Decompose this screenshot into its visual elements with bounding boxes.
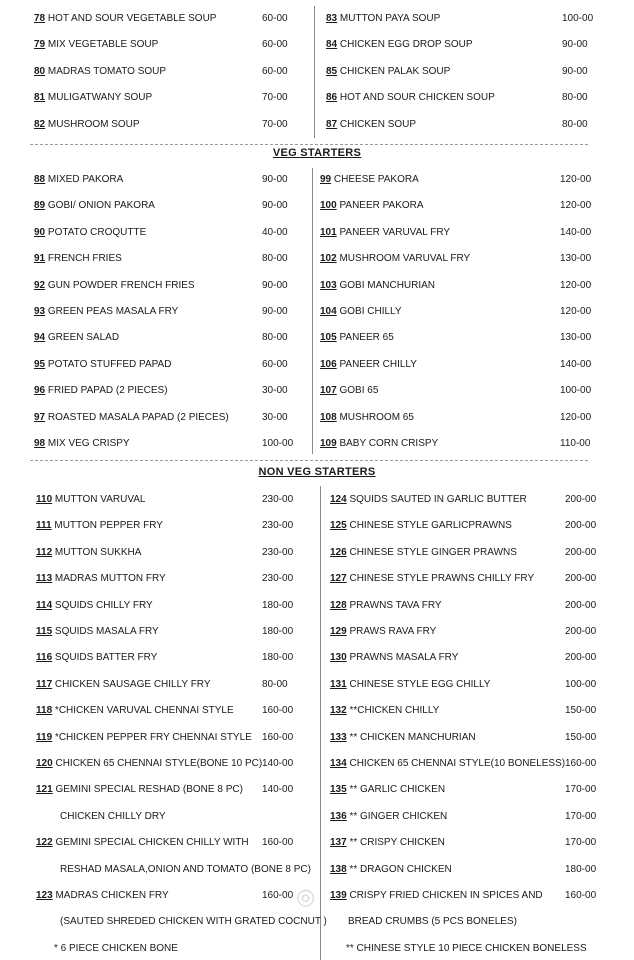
menu-item [330, 730, 476, 746]
item-number: 122 [36, 837, 53, 848]
item-number: 88 [34, 174, 46, 185]
menu-item [36, 677, 211, 693]
item-name: PANEER 65 [339, 332, 394, 343]
item-price: 70-00 [262, 92, 288, 103]
item-price: 230-00 [262, 494, 294, 505]
menu-item [330, 492, 527, 508]
menu-item [330, 862, 452, 878]
item-price: 180-00 [262, 600, 294, 611]
menu-item [330, 835, 445, 851]
item-price: 80-00 [262, 679, 288, 690]
item-price: 130-00 [560, 253, 592, 264]
item-name: BREAD CRUMBS (5 PCS BONELES) [348, 916, 517, 927]
item-number: 98 [34, 438, 46, 449]
item-number: 92 [34, 280, 46, 291]
menu-item [320, 251, 470, 267]
section-divider [30, 144, 588, 145]
item-number: 99 [320, 174, 332, 185]
item-price: 60-00 [262, 66, 288, 77]
item-name: SQUIDS BATTER FRY [54, 652, 158, 663]
item-name: CHICKEN 65 CHENNAI STYLE(BONE 10 PC) [55, 758, 263, 769]
item-name: SQUIDS CHILLY FRY [54, 600, 153, 611]
item-number: 128 [330, 600, 347, 611]
menu-item [36, 571, 166, 587]
menu-item [34, 117, 140, 133]
item-number: 102 [320, 253, 337, 264]
menu-item [330, 782, 445, 798]
item-price: 120-00 [560, 412, 592, 423]
item-name: **CHICKEN CHILLY [349, 705, 440, 716]
item-number: 137 [330, 837, 347, 848]
item-number: 94 [34, 332, 46, 343]
item-price: 160-00 [565, 890, 597, 901]
menu-item [320, 278, 435, 294]
item-price: 170-00 [565, 811, 597, 822]
item-name: GEMINI SPECIAL CHICKEN CHILLY WITH [55, 837, 249, 848]
item-price: 120-00 [560, 174, 592, 185]
item-number: 124 [330, 494, 347, 505]
menu-item [330, 888, 543, 904]
item-price: 90-00 [262, 174, 288, 185]
item-price: 140-00 [262, 758, 294, 769]
item-name: CHICKEN 65 CHENNAI STYLE(10 BONELESS) [349, 758, 566, 769]
item-number: 82 [34, 119, 46, 130]
item-name: BABY CORN CRISPY [339, 438, 439, 449]
item-price: 160-00 [262, 837, 294, 848]
item-price: 200-00 [565, 520, 597, 531]
menu-item [36, 782, 243, 798]
menu-item [60, 914, 327, 930]
item-name: HOT AND SOUR VEGETABLE SOUP [47, 13, 217, 24]
item-number: 129 [330, 626, 347, 637]
menu-item [326, 64, 450, 80]
item-price: 160-00 [565, 758, 597, 769]
item-number: 136 [330, 811, 347, 822]
item-name: ROASTED MASALA PAPAD (2 PIECES) [47, 412, 229, 423]
item-name: CHICKEN EGG DROP SOUP [339, 39, 473, 50]
item-name: CHINESE STYLE GINGER PRAWNS [349, 547, 517, 558]
item-name: ** CHICKEN MANCHURIAN [349, 732, 476, 743]
item-price: 90-00 [262, 280, 288, 291]
menu-item [36, 545, 141, 561]
menu-item [330, 545, 517, 561]
menu-item [34, 410, 229, 426]
item-number: 135 [330, 784, 347, 795]
item-price: 120-00 [560, 306, 592, 317]
item-name: CHICKEN SAUSAGE CHILLY FRY [54, 679, 211, 690]
item-name: * 6 PIECE CHICKEN BONE [54, 943, 178, 954]
item-name: MADRAS CHICKEN FRY [55, 890, 169, 901]
item-price: 200-00 [565, 547, 597, 558]
item-price: 160-00 [262, 732, 294, 743]
item-number: 93 [34, 306, 46, 317]
item-price: 120-00 [560, 280, 592, 291]
menu-item [34, 330, 119, 346]
item-name: MUSHROOM VARUVAL FRY [339, 253, 471, 264]
item-number: 114 [36, 600, 53, 611]
item-price: 90-00 [262, 200, 288, 211]
item-name: MUSHROOM SOUP [47, 119, 140, 130]
item-price: 60-00 [262, 39, 288, 50]
item-number: 116 [36, 652, 53, 663]
item-price: 90-00 [562, 39, 588, 50]
menu-item [330, 598, 442, 614]
menu-item [34, 172, 123, 188]
item-number: 123 [36, 890, 53, 901]
item-name: GUN POWDER FRENCH FRIES [47, 280, 195, 291]
item-number: 80 [34, 66, 46, 77]
item-name: *CHICKEN VARUVAL CHENNAI STYLE [54, 705, 234, 716]
menu-item [320, 383, 378, 399]
item-number: 138 [330, 864, 347, 875]
item-name: GOBI 65 [339, 385, 379, 396]
item-price: 140-00 [560, 227, 592, 238]
item-number: 131 [330, 679, 347, 690]
item-name: (SAUTED SHREDED CHICKEN WITH GRATED COCNUT ) [60, 916, 327, 927]
item-number: 103 [320, 280, 337, 291]
item-name: MADRAS MUTTON FRY [54, 573, 166, 584]
item-name: ** CHINESE STYLE 10 PIECE CHICKEN BONELESS [346, 943, 587, 954]
item-number: 100 [320, 200, 337, 211]
item-name: CHICKEN SOUP [339, 119, 417, 130]
item-price: 60-00 [262, 13, 288, 24]
menu-item [60, 862, 311, 878]
item-name: MIXED PAKORA [47, 174, 124, 185]
item-name: MIX VEG CRISPY [47, 438, 130, 449]
item-price: 200-00 [565, 573, 597, 584]
item-number: 85 [326, 66, 338, 77]
item-name: PRAWS RAVA FRY [349, 626, 437, 637]
menu-item [320, 225, 450, 241]
menu-item [36, 703, 234, 719]
item-name: RESHAD MASALA,ONION AND TOMATO (BONE 8 PC) [60, 864, 311, 875]
section-title-non-veg-starters: NON VEG STARTERS [258, 466, 376, 478]
item-number: 90 [34, 227, 46, 238]
menu-item [320, 304, 402, 320]
menu-item [320, 198, 424, 214]
item-price: 140-00 [262, 784, 294, 795]
item-name: MULIGATWANY SOUP [47, 92, 153, 103]
menu-item [320, 172, 419, 188]
menu-item [34, 251, 122, 267]
item-price: 100-00 [560, 385, 592, 396]
menu-item [320, 330, 394, 346]
item-price: 180-00 [565, 864, 597, 875]
item-number: 119 [36, 732, 53, 743]
menu-item [36, 518, 163, 534]
item-price: 70-00 [262, 119, 288, 130]
menu-item [34, 198, 155, 214]
menu-item [36, 756, 262, 772]
menu-item [36, 492, 146, 508]
item-name: CHICKEN PALAK SOUP [339, 66, 451, 77]
item-name: GOBI/ ONION PAKORA [47, 200, 155, 211]
item-price: 200-00 [565, 600, 597, 611]
item-number: 107 [320, 385, 337, 396]
item-number: 106 [320, 359, 337, 370]
menu-item [36, 835, 249, 851]
item-number: 134 [330, 758, 347, 769]
menu-item [54, 941, 178, 957]
item-number: 84 [326, 39, 338, 50]
item-number: 109 [320, 438, 337, 449]
item-number: 95 [34, 359, 46, 370]
column-divider [314, 6, 315, 138]
item-number: 86 [326, 92, 338, 103]
menu-item [330, 624, 436, 640]
item-price: 150-00 [565, 732, 597, 743]
item-number: 139 [330, 890, 347, 901]
item-price: 170-00 [565, 784, 597, 795]
item-name: GOBI CHILLY [339, 306, 402, 317]
item-name: ** GARLIC CHICKEN [349, 784, 446, 795]
item-price: 100-00 [565, 679, 597, 690]
item-name: SQUIDS MASALA FRY [54, 626, 159, 637]
menu-item [34, 90, 152, 106]
menu-item [330, 518, 512, 534]
item-name: MIX VEGETABLE SOUP [47, 39, 159, 50]
menu-item [60, 809, 166, 825]
item-number: 127 [330, 573, 347, 584]
item-name: PANEER VARUVAL FRY [339, 227, 451, 238]
item-number: 117 [36, 679, 53, 690]
item-number: 125 [330, 520, 347, 531]
item-price: 80-00 [262, 332, 288, 343]
item-number: 126 [330, 547, 347, 558]
menu-item [348, 914, 517, 930]
menu-item [34, 304, 178, 320]
item-name: GREEN SALAD [47, 332, 120, 343]
menu-item [330, 756, 565, 772]
menu-item [36, 650, 157, 666]
item-name: PANEER PAKORA [339, 200, 424, 211]
menu-item [346, 941, 587, 957]
item-name: CRISPY FRIED CHICKEN IN SPICES AND [349, 890, 543, 901]
item-name: CHINESE STYLE PRAWNS CHILLY FRY [349, 573, 535, 584]
menu-item [36, 730, 252, 746]
menu-item [326, 117, 416, 133]
item-price: 150-00 [565, 705, 597, 716]
item-number: 113 [36, 573, 53, 584]
item-name: CHICKEN CHILLY DRY [60, 811, 166, 822]
menu-item [34, 37, 158, 53]
item-name: CHINESE STYLE EGG CHILLY [349, 679, 491, 690]
item-price: 140-00 [560, 359, 592, 370]
item-number: 87 [326, 119, 338, 130]
item-price: 90-00 [562, 66, 588, 77]
item-name: CHEESE PAKORA [333, 174, 419, 185]
menu-item [34, 278, 195, 294]
item-price: 200-00 [565, 652, 597, 663]
menu-item [34, 64, 166, 80]
item-price: 80-00 [262, 253, 288, 264]
item-price: 230-00 [262, 573, 294, 584]
item-name: GREEN PEAS MASALA FRY [47, 306, 179, 317]
item-number: 104 [320, 306, 337, 317]
item-price: 80-00 [562, 92, 588, 103]
column-divider [312, 168, 313, 454]
item-price: 170-00 [565, 837, 597, 848]
item-number: 110 [36, 494, 53, 505]
menu-item [330, 650, 458, 666]
menu-item [34, 11, 216, 27]
item-name: GOBI MANCHURIAN [339, 280, 436, 291]
item-price: 100-00 [262, 438, 294, 449]
item-name: ** DRAGON CHICKEN [349, 864, 452, 875]
menu-item [320, 357, 417, 373]
item-name: PRAWNS MASALA FRY [349, 652, 459, 663]
menu-item [326, 37, 473, 53]
item-price: 30-00 [262, 385, 288, 396]
menu-item [34, 383, 168, 399]
item-number: 78 [34, 13, 46, 24]
item-price: 80-00 [562, 119, 588, 130]
item-number: 79 [34, 39, 46, 50]
item-name: MUTTON SUKKHA [54, 547, 142, 558]
menu-item [34, 225, 146, 241]
watermark-logo: ◎ [296, 884, 316, 909]
item-number: 97 [34, 412, 46, 423]
item-number: 133 [330, 732, 347, 743]
item-name: MUTTON PEPPER FRY [54, 520, 163, 531]
section-title-veg-starters: VEG STARTERS [272, 147, 362, 159]
item-number: 101 [320, 227, 337, 238]
item-number: 81 [34, 92, 46, 103]
menu-item [330, 677, 490, 693]
item-price: 160-00 [262, 890, 294, 901]
item-name: *CHICKEN PEPPER FRY CHENNAI STYLE [54, 732, 252, 743]
item-number: 105 [320, 332, 337, 343]
item-price: 200-00 [565, 626, 597, 637]
item-name: CHINESE STYLE GARLICPRAWNS [349, 520, 512, 531]
item-number: 121 [36, 784, 53, 795]
menu-item [36, 624, 159, 640]
menu-item [34, 436, 130, 452]
item-name: FRIED PAPAD (2 PIECES) [47, 385, 168, 396]
item-price: 200-00 [565, 494, 597, 505]
item-number: 111 [36, 520, 52, 531]
section-divider [30, 460, 588, 461]
item-number: 132 [330, 705, 347, 716]
item-name: POTATO STUFFED PAPAD [47, 359, 172, 370]
item-number: 112 [36, 547, 53, 558]
item-price: 100-00 [562, 13, 594, 24]
menu-item [326, 90, 495, 106]
item-number: 96 [34, 385, 46, 396]
item-price: 40-00 [262, 227, 288, 238]
item-price: 110-00 [560, 438, 591, 449]
item-name: ** CRISPY CHICKEN [349, 837, 445, 848]
item-name: MUSHROOM 65 [339, 412, 414, 423]
menu-item [330, 571, 534, 587]
item-price: 180-00 [262, 626, 294, 637]
item-price: 180-00 [262, 652, 294, 663]
item-number: 115 [36, 626, 53, 637]
item-price: 130-00 [560, 332, 592, 343]
item-price: 230-00 [262, 547, 294, 558]
menu-item [36, 598, 153, 614]
item-number: 89 [34, 200, 46, 211]
item-price: 160-00 [262, 705, 294, 716]
item-name: POTATO CROQUTTE [47, 227, 147, 238]
item-name: SQUIDS SAUTED IN GARLIC BUTTER [349, 494, 527, 505]
menu-item [326, 11, 440, 27]
item-name: GEMINI SPECIAL RESHAD (BONE 8 PC) [55, 784, 243, 795]
item-number: 118 [36, 705, 53, 716]
item-name: MUTTON VARUVAL [54, 494, 146, 505]
item-price: 90-00 [262, 306, 288, 317]
item-number: 120 [36, 758, 53, 769]
item-name: PRAWNS TAVA FRY [349, 600, 442, 611]
menu-item [330, 703, 439, 719]
menu-item [36, 888, 169, 904]
item-name: ** GINGER CHICKEN [349, 811, 448, 822]
item-price: 30-00 [262, 412, 288, 423]
item-price: 60-00 [262, 359, 288, 370]
menu-item [330, 809, 447, 825]
item-number: 91 [34, 253, 46, 264]
item-name: MUTTON PAYA SOUP [339, 13, 441, 24]
item-number: 130 [330, 652, 347, 663]
item-name: MADRAS TOMATO SOUP [47, 66, 167, 77]
item-number: 83 [326, 13, 338, 24]
item-price: 120-00 [560, 200, 592, 211]
menu-item [320, 436, 438, 452]
menu-item [320, 410, 414, 426]
item-name: PANEER CHILLY [339, 359, 417, 370]
item-number: 108 [320, 412, 337, 423]
item-name: HOT AND SOUR CHICKEN SOUP [339, 92, 495, 103]
item-price: 230-00 [262, 520, 294, 531]
menu-item [34, 357, 171, 373]
item-name: FRENCH FRIES [47, 253, 122, 264]
